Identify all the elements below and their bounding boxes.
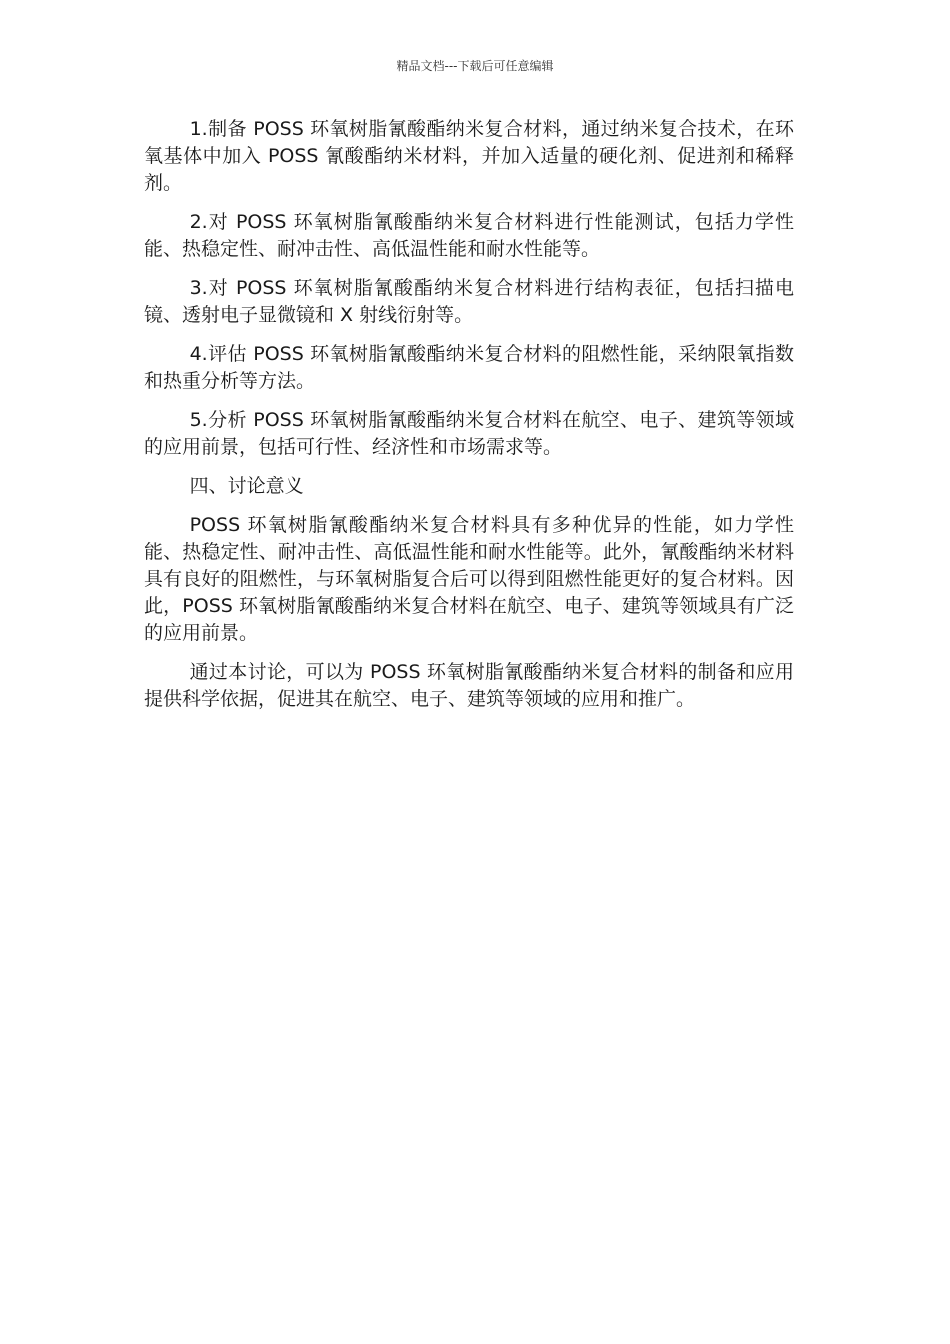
paragraph-step-4: 4.评估 POSS 环氧树脂氰酸酯纳米复合材料的阻燃性能，采纳限氧指数和热重分析等方法。: [144, 343, 794, 392]
section-heading-significance: 四、讨论意义: [189, 475, 304, 497]
paragraph-step-3: 3.对 POSS 环氧树脂氰酸酯纳米复合材料进行结构表征，包括扫描电镜、透射电子显微镜和 X 射线衍射等。: [144, 277, 794, 326]
paragraph-step-1: 1.制备 POSS 环氧树脂氰酸酯纳米复合材料，通过纳米复合技术，在环氧基体中加入 POSS 氰酸酯纳米材料，并加入适量的硬化剂、促进剂和稀释剂。: [144, 118, 794, 194]
page-header: 精品文档---下载后可任意编辑: [396, 59, 554, 73]
paragraph-significance: POSS 环氧树脂氰酸酯纳米复合材料具有多种优异的性能，如力学性能、热稳定性、耐冲击性、高低温性能和耐水性能等。此外，氰酸酯纳米材料具有良好的阻燃性，与环氧树脂复合后可以得到阻燃性能更好的复合材料。因此，POSS 环氧树脂氰酸酯纳米复合材料在航空、电子、建筑等领域具有广泛的应用前景。: [144, 514, 794, 644]
paragraph-conclusion: 通过本讨论，可以为 POSS 环氧树脂氰酸酯纳米复合材料的制备和应用提供科学依据，促进其在航空、电子、建筑等领域的应用和推广。: [144, 661, 794, 710]
paragraph-step-5: 5.分析 POSS 环氧树脂氰酸酯纳米复合材料在航空、电子、建筑等领域的应用前景，包括可行性、经济性和市场需求等。: [144, 409, 794, 458]
paragraph-step-2: 2.对 POSS 环氧树脂氰酸酯纳米复合材料进行性能测试，包括力学性能、热稳定性、耐冲击性、高低温性能和耐水性能等。: [144, 211, 794, 260]
document-body: [144, 116, 794, 725]
